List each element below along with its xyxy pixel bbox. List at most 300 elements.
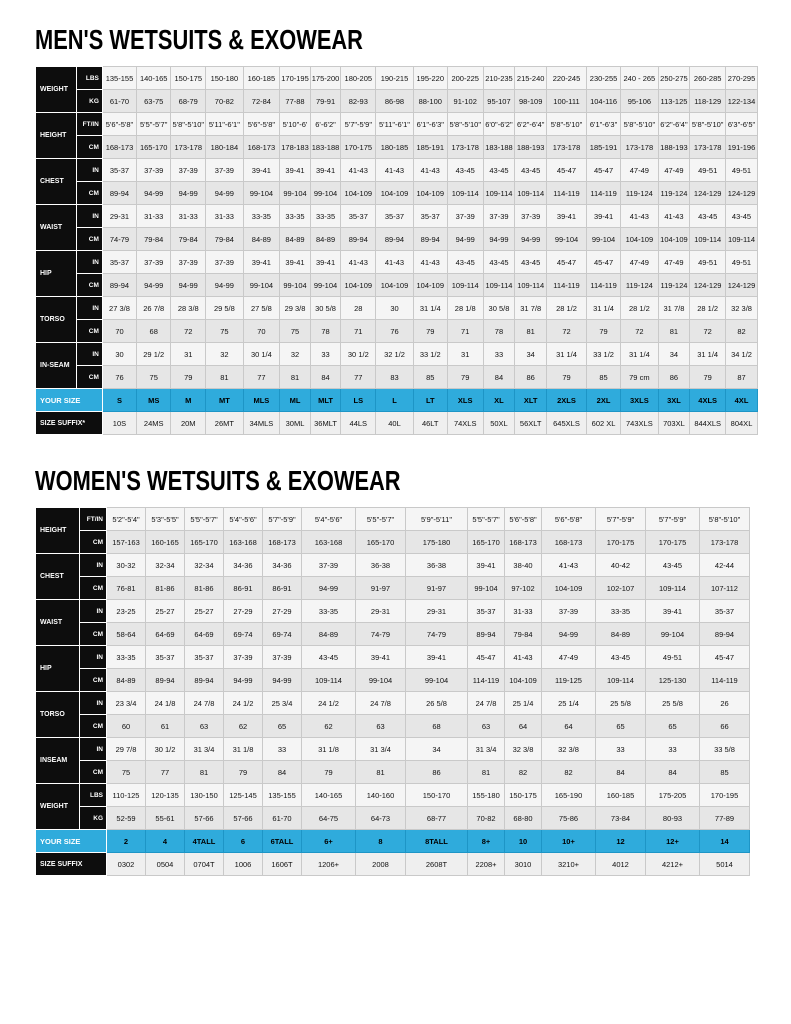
row-group-label: WAIST (36, 600, 80, 646)
row-group-label: HEIGHT (36, 113, 77, 159)
measurement-cell: 195-220 (413, 67, 447, 90)
measurement-cell: 81 (468, 761, 505, 784)
unit-label: IN (80, 646, 107, 669)
measurement-cell: 98-109 (515, 90, 547, 113)
suffix-value-cell: 2008 (356, 853, 406, 876)
measurement-cell: 84-89 (302, 623, 356, 646)
measurement-cell: 99-104 (547, 228, 587, 251)
measurement-cell: 33 (646, 738, 700, 761)
measurement-cell: 94-99 (137, 182, 171, 205)
suffix-value-cell: 2608T (406, 853, 468, 876)
measurement-cell: 77 (243, 366, 280, 389)
measurement-cell: 49-51 (726, 159, 758, 182)
measure-row (36, 646, 750, 669)
measurement-cell: 45-47 (586, 159, 620, 182)
measurement-cell: 76 (102, 366, 136, 389)
measurement-cell: 113-125 (658, 90, 690, 113)
suffix-value-cell: 1206+ (302, 853, 356, 876)
measurement-cell: 33-35 (107, 646, 146, 669)
measurement-cell: 165-170 (468, 531, 505, 554)
measurement-cell: 37-39 (171, 159, 206, 182)
measurement-cell: 72 (690, 320, 726, 343)
unit-label: CM (76, 136, 102, 159)
measurement-cell: 31 1/4 (690, 343, 726, 366)
measurement-cell: 33-35 (310, 205, 341, 228)
measurement-cell: 99-104 (243, 274, 280, 297)
unit-label: KG (76, 90, 102, 113)
row-group-label: HIP (36, 251, 77, 297)
size-value-cell: 2XLS (547, 389, 587, 412)
measurement-cell: 110-125 (107, 784, 146, 807)
measurement-cell: 29-31 (102, 205, 136, 228)
measurement-cell: 82 (542, 761, 596, 784)
measurement-cell: 39-41 (310, 159, 341, 182)
measurement-cell: 5'8"-5'10" (547, 113, 587, 136)
unit-label: CM (76, 182, 102, 205)
measurement-cell: 99-104 (243, 182, 280, 205)
measurement-cell: 70-82 (206, 90, 243, 113)
measurement-cell: 122-134 (726, 90, 758, 113)
measurement-cell: 41-43 (413, 251, 447, 274)
measurement-cell: 82-93 (341, 90, 376, 113)
measurement-cell: 40-42 (596, 554, 646, 577)
measurement-cell: 104-109 (376, 274, 413, 297)
measurement-cell: 173-178 (621, 136, 658, 159)
measurement-cell: 109-114 (302, 669, 356, 692)
measurement-cell: 71 (447, 320, 483, 343)
measurement-cell: 160-165 (146, 531, 185, 554)
measurement-cell: 86-98 (376, 90, 413, 113)
unit-label: IN (76, 205, 102, 228)
measurement-cell: 74-79 (102, 228, 136, 251)
measure-row (36, 669, 750, 692)
unit-label: CM (80, 761, 107, 784)
measurement-cell: 94-99 (515, 228, 547, 251)
measurement-cell: 168-173 (505, 531, 542, 554)
measurement-cell: 47-49 (621, 251, 658, 274)
measurement-cell: 33 1/2 (413, 343, 447, 366)
measurement-cell: 31 1/4 (621, 343, 658, 366)
measurement-cell: 35-37 (413, 205, 447, 228)
measurement-cell: 95-107 (483, 90, 515, 113)
measurement-cell: 79 (586, 320, 620, 343)
measurement-cell: 66 (700, 715, 750, 738)
measurement-cell: 61 (146, 715, 185, 738)
measurement-cell: 35-37 (700, 600, 750, 623)
measurement-cell: 94-99 (224, 669, 263, 692)
measurement-cell: 109-114 (596, 669, 646, 692)
measurement-cell: 89-94 (468, 623, 505, 646)
size-value-cell: 12 (596, 830, 646, 853)
measurement-cell: 84 (263, 761, 302, 784)
measurement-cell: 69-74 (224, 623, 263, 646)
measurement-cell: 81 (658, 320, 690, 343)
measurement-cell: 89-94 (341, 228, 376, 251)
measurement-cell: 79-84 (171, 228, 206, 251)
suffix-value-cell: 0504 (146, 853, 185, 876)
measure-row (36, 343, 758, 366)
measurement-cell: 99-104 (280, 274, 311, 297)
measurement-cell: 6'2"-6'4" (658, 113, 690, 136)
size-value-cell: MT (206, 389, 243, 412)
measurement-cell: 41-43 (341, 159, 376, 182)
row-group-label: TORSO (36, 692, 80, 738)
measurement-cell: 135-155 (263, 784, 302, 807)
measurement-cell: 5'2"-5'4" (107, 508, 146, 531)
size-value-cell: 4 (146, 830, 185, 853)
measurement-cell: 168-173 (102, 136, 136, 159)
measurement-cell: 5'11"-6'1" (206, 113, 243, 136)
measurement-cell: 109-114 (447, 182, 483, 205)
measurement-cell: 109-114 (483, 182, 515, 205)
measurement-cell: 39-41 (586, 205, 620, 228)
measure-row (36, 159, 758, 182)
measurement-cell: 26 5/8 (406, 692, 468, 715)
measurement-cell: 32 (280, 343, 311, 366)
measurement-cell: 68 (137, 320, 171, 343)
measurement-cell: 43-45 (515, 159, 547, 182)
measurement-cell: 32 3/8 (542, 738, 596, 761)
measurement-cell: 79-84 (505, 623, 542, 646)
measurement-cell: 87 (726, 366, 758, 389)
measurement-cell: 220-245 (547, 67, 587, 90)
measurement-cell: 63 (356, 715, 406, 738)
measurement-cell: 5'3"-5'5" (146, 508, 185, 531)
measure-row (36, 554, 750, 577)
size-value-cell: ML (280, 389, 311, 412)
measurement-cell: 104-109 (621, 228, 658, 251)
measurement-cell: 89-94 (102, 274, 136, 297)
measurement-cell: 119-124 (658, 274, 690, 297)
measurement-cell: 43-45 (690, 205, 726, 228)
women-chart-title (35, 463, 758, 495)
measurement-cell: 74-79 (406, 623, 468, 646)
measurement-cell: 37-39 (206, 251, 243, 274)
measurement-cell: 140-165 (137, 67, 171, 90)
measurement-cell: 124-129 (690, 274, 726, 297)
measurement-cell: 25 1/4 (542, 692, 596, 715)
measurement-cell: 33 5/8 (700, 738, 750, 761)
measurement-cell: 24 7/8 (468, 692, 505, 715)
measurement-cell: 28 1/2 (547, 297, 587, 320)
measurement-cell: 84-89 (280, 228, 311, 251)
measurement-cell: 215-240 (515, 67, 547, 90)
measurement-cell: 57-66 (224, 807, 263, 830)
suffix-value-cell: 10S (102, 412, 136, 435)
measure-row (36, 274, 758, 297)
measurement-cell: 62 (224, 715, 263, 738)
measure-row (36, 508, 750, 531)
measurement-cell: 83 (376, 366, 413, 389)
measurement-cell: 25 3/4 (263, 692, 302, 715)
size-value-cell: 6+ (302, 830, 356, 853)
measurement-cell: 160-185 (243, 67, 280, 90)
measurement-cell: 33 (310, 343, 341, 366)
measurement-cell: 88-100 (413, 90, 447, 113)
suffix-value-cell: 2208+ (468, 853, 505, 876)
measurement-cell: 30 5/8 (483, 297, 515, 320)
measurement-cell: 32-34 (185, 554, 224, 577)
measurement-cell: 104-116 (586, 90, 620, 113)
measurement-cell: 65 (263, 715, 302, 738)
suffix-value-cell: 703XL (658, 412, 690, 435)
measurement-cell: 89-94 (700, 623, 750, 646)
measurement-cell: 79 (224, 761, 263, 784)
measurement-cell: 79 (690, 366, 726, 389)
suffix-value-cell: 56XLT (515, 412, 547, 435)
measurement-cell: 119-124 (658, 182, 690, 205)
size-value-cell: MS (137, 389, 171, 412)
measurement-cell: 31-33 (206, 205, 243, 228)
measurement-cell: 5'8"-5'10" (690, 113, 726, 136)
measurement-cell: 170-175 (646, 531, 700, 554)
measurement-cell: 75-86 (542, 807, 596, 830)
suffix-value-cell: 26MT (206, 412, 243, 435)
measurement-cell: 25 5/8 (596, 692, 646, 715)
measurement-cell: 82 (505, 761, 542, 784)
measurement-cell: 24 1/8 (146, 692, 185, 715)
measurement-cell: 49-51 (726, 251, 758, 274)
suffix-value-cell: 844XLS (690, 412, 726, 435)
measurement-cell: 190-215 (376, 67, 413, 90)
measurement-cell: 62 (302, 715, 356, 738)
measurement-cell: 32 (206, 343, 243, 366)
measurement-cell: 180-184 (206, 136, 243, 159)
measurement-cell: 85 (586, 366, 620, 389)
measurement-cell: 75 (137, 366, 171, 389)
measurement-cell: 34-36 (224, 554, 263, 577)
size-value-cell: LS (341, 389, 376, 412)
measurement-cell: 47-49 (542, 646, 596, 669)
unit-label: CM (76, 320, 102, 343)
measurement-cell: 178-183 (280, 136, 311, 159)
measurement-cell: 94-99 (171, 182, 206, 205)
measurement-cell: 39-41 (356, 646, 406, 669)
measurement-cell: 24 7/8 (185, 692, 224, 715)
measurement-cell: 77-89 (700, 807, 750, 830)
size-value-cell: MLT (310, 389, 341, 412)
measurement-cell: 91-97 (356, 577, 406, 600)
unit-label: CM (80, 577, 107, 600)
measurement-cell: 31 1/4 (413, 297, 447, 320)
measurement-cell: 170-195 (280, 67, 311, 90)
measurement-cell: 78 (483, 320, 515, 343)
measure-row (36, 531, 750, 554)
measurement-cell: 45-47 (700, 646, 750, 669)
size-value-cell: 10+ (542, 830, 596, 853)
measurement-cell: 37-39 (483, 205, 515, 228)
measurement-cell: 38-40 (505, 554, 542, 577)
size-value-cell: M (171, 389, 206, 412)
measurement-cell: 35-37 (146, 646, 185, 669)
measurement-cell: 240 - 265 (621, 67, 658, 90)
measurement-cell: 39-41 (280, 251, 311, 274)
measurement-cell: 33-35 (302, 600, 356, 623)
suffix-value-cell: 804XL (726, 412, 758, 435)
measurement-cell: 63 (468, 715, 505, 738)
measurement-cell: 188-193 (658, 136, 690, 159)
measurement-cell: 61-70 (102, 90, 136, 113)
measurement-cell: 173-178 (690, 136, 726, 159)
measurement-cell: 79 (547, 366, 587, 389)
measurement-cell: 165-170 (185, 531, 224, 554)
measurement-cell: 28 1/2 (690, 297, 726, 320)
measurement-cell: 5'5"-5'7" (356, 508, 406, 531)
size-suffix-label: SIZE SUFFIX* (36, 412, 103, 435)
suffix-value-cell: 50XL (483, 412, 515, 435)
measurement-cell: 28 1/8 (447, 297, 483, 320)
measurement-cell: 37-39 (171, 251, 206, 274)
measurement-cell: 75 (107, 761, 146, 784)
measurement-cell: 64 (542, 715, 596, 738)
measurement-cell: 99-104 (280, 182, 311, 205)
measurement-cell: 84 (646, 761, 700, 784)
measurement-cell: 104-109 (413, 274, 447, 297)
measurement-cell: 61-70 (263, 807, 302, 830)
measurement-cell: 163-168 (302, 531, 356, 554)
measurement-cell: 55-61 (146, 807, 185, 830)
measure-row (36, 784, 750, 807)
measurement-cell: 109-114 (646, 577, 700, 600)
measurement-cell: 41-43 (376, 159, 413, 182)
measurement-cell: 99-104 (310, 182, 341, 205)
unit-label: IN (76, 251, 102, 274)
measurement-cell: 5'7"-5'9" (341, 113, 376, 136)
measurement-cell: 39-41 (468, 554, 505, 577)
measurement-cell: 64 (505, 715, 542, 738)
measurement-cell: 86 (406, 761, 468, 784)
your-size-label: YOUR SIZE (36, 830, 107, 853)
measurement-cell: 170-195 (700, 784, 750, 807)
measurement-cell: 31 (447, 343, 483, 366)
measure-row (36, 297, 758, 320)
measurement-cell: 175-180 (406, 531, 468, 554)
measurement-cell: 33-35 (243, 205, 280, 228)
measurement-cell: 160-185 (596, 784, 646, 807)
measurement-cell: 32 1/2 (376, 343, 413, 366)
suffix-value-cell: 34MLS (243, 412, 280, 435)
measurement-cell: 185-191 (413, 136, 447, 159)
unit-label: CM (80, 715, 107, 738)
measurement-cell: 89-94 (376, 228, 413, 251)
measurement-cell: 35-37 (468, 600, 505, 623)
measurement-cell: 84 (310, 366, 341, 389)
unit-label: CM (80, 623, 107, 646)
measurement-cell: 5'8"-5'10" (171, 113, 206, 136)
row-group-label: INSEAM (36, 738, 80, 784)
measurement-cell: 41-43 (505, 646, 542, 669)
measurement-cell: 39-41 (646, 600, 700, 623)
measurement-cell: 60 (107, 715, 146, 738)
measurement-cell: 95-106 (621, 90, 658, 113)
measurement-cell: 37-39 (137, 159, 171, 182)
measurement-cell: 97-102 (505, 577, 542, 600)
measurement-cell: 86 (658, 366, 690, 389)
measurement-cell: 29 7/8 (107, 738, 146, 761)
size-value-cell: 4XL (726, 389, 758, 412)
measurement-cell: 49-51 (646, 646, 700, 669)
measurement-cell: 89-94 (185, 669, 224, 692)
measurement-cell: 68 (406, 715, 468, 738)
measurement-cell: 65 (646, 715, 700, 738)
measurement-cell: 30 1/2 (341, 343, 376, 366)
unit-label: CM (80, 669, 107, 692)
measurement-cell: 43-45 (483, 251, 515, 274)
unit-label: LBS (76, 67, 102, 90)
size-value-cell: XL (483, 389, 515, 412)
measurement-cell: 29-31 (356, 600, 406, 623)
measurement-cell: 35-37 (102, 251, 136, 274)
measurement-cell: 120-135 (146, 784, 185, 807)
measurement-cell: 5'11"-6'1" (376, 113, 413, 136)
measurement-cell: 5'6"-5'8" (505, 508, 542, 531)
measure-row (36, 251, 758, 274)
your-size-row (36, 389, 758, 412)
measurement-cell: 32-34 (146, 554, 185, 577)
measurement-cell: 79 (302, 761, 356, 784)
measurement-cell: 37-39 (515, 205, 547, 228)
measurement-cell: 39-41 (310, 251, 341, 274)
measurement-cell: 230-255 (586, 67, 620, 90)
row-group-label: WEIGHT (36, 784, 80, 830)
measure-row (36, 577, 750, 600)
measurement-cell: 35-37 (185, 646, 224, 669)
unit-label: IN (80, 692, 107, 715)
suffix-value-cell: 602 XL (586, 412, 620, 435)
size-value-cell: 8TALL (406, 830, 468, 853)
unit-label: FT/IN (76, 113, 102, 136)
measurement-cell: 185-191 (586, 136, 620, 159)
measurement-cell: 76 (376, 320, 413, 343)
measurement-cell: 79 (447, 366, 483, 389)
suffix-value-cell: 24MS (137, 412, 171, 435)
measurement-cell: 72-84 (243, 90, 280, 113)
measurement-cell: 140-160 (356, 784, 406, 807)
measurement-cell: 35-37 (102, 159, 136, 182)
measurement-cell: 94-99 (206, 182, 243, 205)
measurement-cell: 70 (102, 320, 136, 343)
measurement-cell: 43-45 (726, 205, 758, 228)
measurement-cell: 43-45 (447, 159, 483, 182)
measurement-cell: 89-94 (146, 669, 185, 692)
measurement-cell: 58-64 (107, 623, 146, 646)
measurement-cell: 6'3"-6'5" (726, 113, 758, 136)
measurement-cell: 81 (185, 761, 224, 784)
unit-label: IN (76, 159, 102, 182)
measurement-cell: 65 (596, 715, 646, 738)
suffix-value-cell: 1606T (263, 853, 302, 876)
measurement-cell: 27 3/8 (102, 297, 136, 320)
measure-row (36, 90, 758, 113)
size-value-cell: S (102, 389, 136, 412)
men-size-table (35, 66, 758, 435)
measurement-cell: 94-99 (263, 669, 302, 692)
measurement-cell: 25-27 (146, 600, 185, 623)
measurement-cell: 45-47 (547, 251, 587, 274)
measurement-cell: 36-38 (406, 554, 468, 577)
measurement-cell: 72 (171, 320, 206, 343)
measurement-cell: 23-25 (107, 600, 146, 623)
measurement-cell: 5'6"-5'8" (243, 113, 280, 136)
measurement-cell: 165-170 (137, 136, 171, 159)
measurement-cell: 81-86 (146, 577, 185, 600)
measurement-cell: 29 3/8 (280, 297, 311, 320)
measurement-cell: 84-89 (243, 228, 280, 251)
measurement-cell: 173-178 (447, 136, 483, 159)
measurement-cell: 37-39 (447, 205, 483, 228)
measurement-cell: 81-86 (185, 577, 224, 600)
measurement-cell: 63-75 (137, 90, 171, 113)
